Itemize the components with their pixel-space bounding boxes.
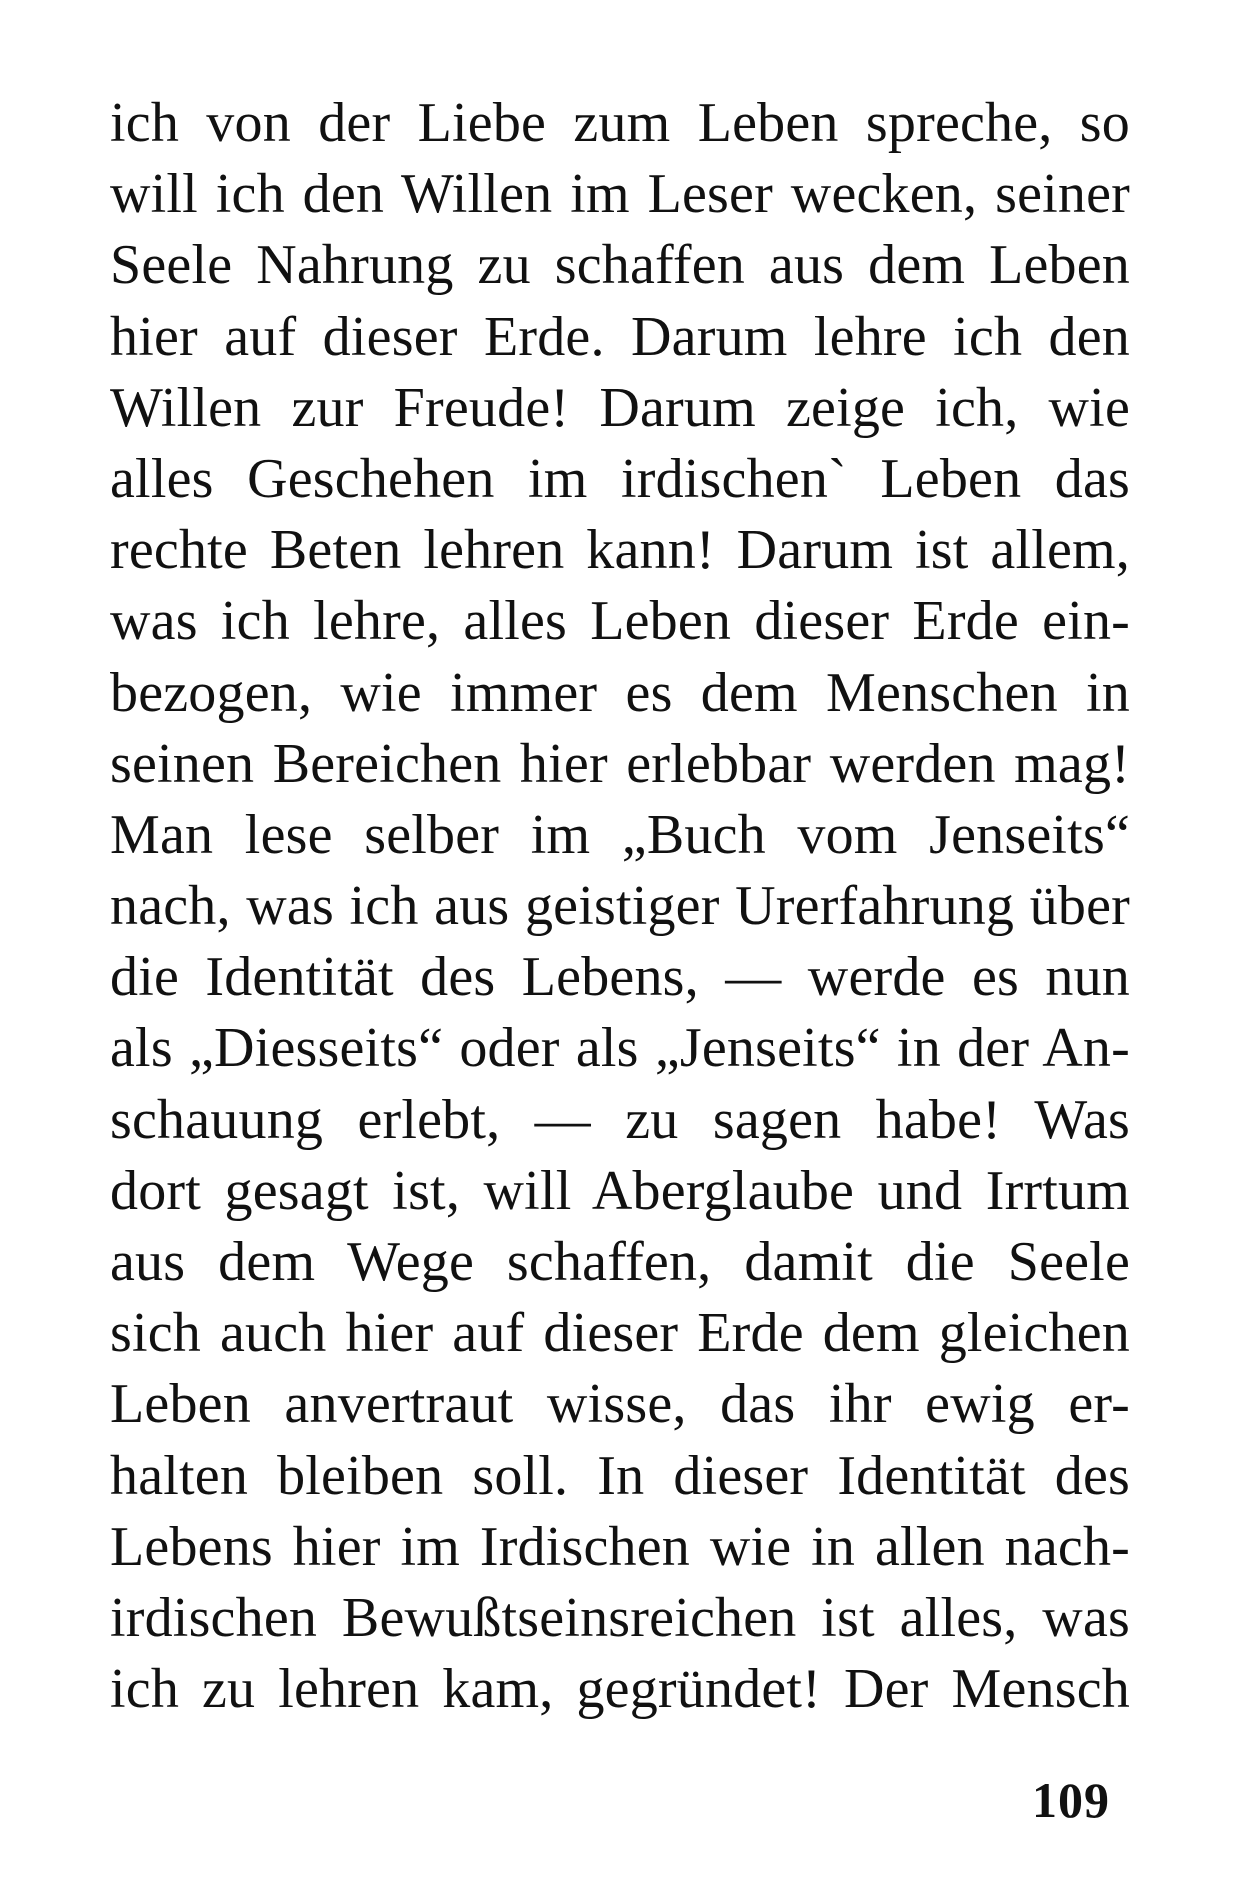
text-line: Seele Nahrung zu schaffen aus dem Leben [110, 234, 1130, 297]
text-line: bezogen, wie immer es dem Menschen in [110, 661, 1130, 724]
text-line: nach, was ich aus geistiger Urerfahrung über [110, 875, 1130, 938]
text-line: alles Geschehen im irdischen` Leben das [110, 447, 1130, 510]
text-line: Man lese selber im „Buch vom Jenseits“ [110, 803, 1130, 866]
text-line: aus dem Wege schaffen, damit die Seele [110, 1231, 1130, 1293]
text-line: schauung erlebt, — zu sagen habe! Was [110, 1088, 1130, 1151]
text-line: die Identität des Lebens, — werde es nun [110, 946, 1130, 1009]
text-line: dort gesagt ist, will Aberglaube und Irrtum [110, 1159, 1130, 1222]
text-line: Willen zur Freude! Darum zeige ich, wie [110, 376, 1130, 439]
text-line: was ich lehre, alles Leben dieser Erde ein- [110, 590, 1130, 653]
text-line: rechte Beten lehren kann! Darum ist allem, [110, 519, 1130, 582]
text-line: seinen Bereichen hier erlebbar werden mag! [110, 732, 1130, 795]
text-line: hier auf dieser Erde. Darum lehre ich den [110, 305, 1130, 368]
text-line: sich auch hier auf dieser Erde dem gleichen [110, 1302, 1130, 1365]
text-line: als „Diesseits“ oder als „Jenseits“ in der An- [110, 1017, 1130, 1080]
text-line: Leben anvertraut wisse, das ihr ewig er- [110, 1373, 1130, 1436]
body-text [110, 88, 1130, 1725]
text-line: will ich den Willen im Leser wecken, seiner [110, 163, 1130, 226]
text-line: ich zu lehren kam, gegründet! Der Mensch [110, 1658, 1130, 1721]
text-line: Lebens hier im Irdischen wie in allen nach- [110, 1515, 1130, 1578]
text-line: irdischen Bewußtseinsreichen ist alles, was [110, 1586, 1130, 1649]
page-number: 109 [1032, 1772, 1110, 1828]
text-line: halten bleiben soll. In dieser Identität des [110, 1444, 1130, 1507]
text-line: ich von der Liebe zum Leben spreche, so [110, 92, 1130, 154]
